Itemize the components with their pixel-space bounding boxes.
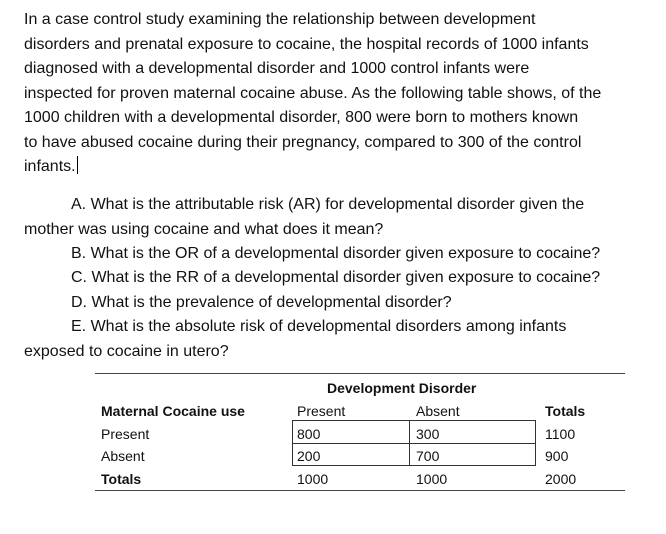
question-a-line2: mother was using cocaine and what does it mean?: [24, 220, 384, 238]
col-header-totals: Totals: [545, 403, 586, 419]
row-header: Maternal Cocaine use: [101, 403, 245, 419]
group-header: Development Disorder: [327, 380, 477, 396]
cell-present-present: 800: [297, 426, 321, 442]
question-b: B. What is the OR of a developmental disorder given exposure to cocaine?: [71, 245, 601, 262]
cell-totals-absent: 1000: [416, 471, 448, 487]
col-header-absent: Absent: [416, 403, 460, 419]
contingency-table: [95, 373, 625, 493]
cell-absent-present: 200: [297, 448, 321, 464]
row-label-totals: Totals: [101, 471, 142, 487]
question-e: [24, 315, 654, 364]
col-header-present: Present: [297, 403, 346, 419]
question-d: D. What is the prevalence of developmental disorder?: [71, 294, 452, 311]
intro-line: to have abused cocaine during their pregnancy, compared to 300 of the control: [24, 133, 582, 151]
text-cursor: [77, 156, 78, 174]
question-c: C. What is the RR of a developmental disorder given exposure to cocaine?: [71, 269, 601, 286]
cell-totals-present: 1000: [297, 471, 329, 487]
intro-line-text: infants.: [24, 158, 76, 175]
cell-present-absent: 300: [416, 426, 440, 442]
cell-present-total: 1100: [545, 426, 576, 442]
cell-totals-total: 2000: [545, 471, 577, 487]
intro-line-last: [24, 155, 654, 180]
row-label-absent: Absent: [101, 448, 145, 464]
data-grid-hline: [292, 443, 536, 444]
intro-line: inspected for proven maternal cocaine abuse. As the following table shows, of the: [24, 84, 602, 102]
question-e-line2: exposed to cocaine in utero?: [24, 342, 229, 360]
table-top-rule: [95, 373, 625, 374]
intro-line: In a case control study examining the relationship between development: [24, 11, 536, 28]
intro-paragraph: [24, 8, 654, 180]
intro-line: diagnosed with a developmental disorder and 1000 control infants were: [24, 60, 530, 77]
table-bottom-rule: [95, 490, 625, 491]
intro-line: 1000 children with a developmental disorder, 800 were born to mothers known: [24, 109, 579, 126]
question-e-line1: E. What is the absolute risk of developmental disorders among infants: [71, 318, 567, 335]
cell-absent-absent: 700: [416, 448, 440, 464]
question-a-line1: A. What is the attributable risk (AR) for developmental disorder given the: [71, 196, 585, 213]
question-a: [24, 193, 654, 242]
cell-absent-total: 900: [545, 448, 569, 464]
intro-line: disorders and prenatal exposure to cocaine, the hospital records of 1000 infants: [24, 35, 589, 53]
row-label-present: Present: [101, 426, 150, 442]
